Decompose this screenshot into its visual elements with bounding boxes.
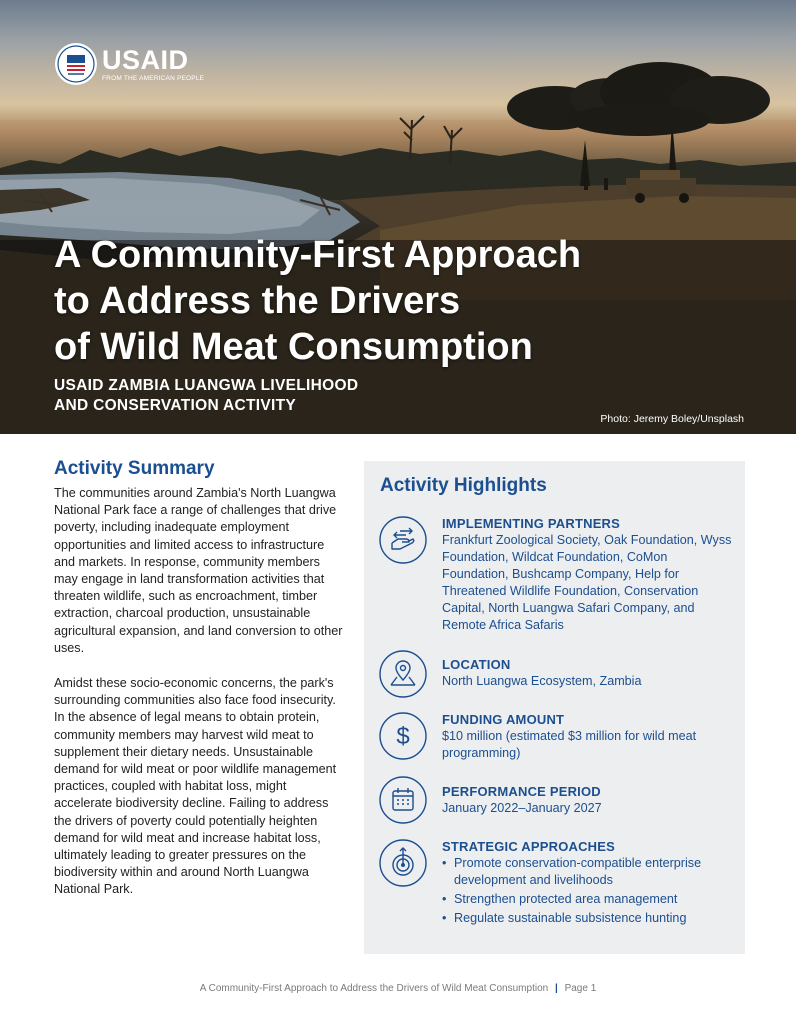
title-line: A Community-First Approach	[54, 234, 582, 276]
title-line: to Address the Drivers	[54, 280, 461, 322]
usaid-seal-icon	[54, 42, 98, 86]
location-label: LOCATION	[442, 657, 511, 672]
approaches-label: STRATEGIC APPROACHES	[442, 839, 616, 854]
logo-wordmark: USAID	[102, 44, 189, 75]
summary-paragraph: Amidst these socio-economic concerns, the park's surrounding communities also face food insecurity. In the absence of legal means to obtain protein, community members may harvest wild meat to supplement their dietary needs. Unsustainable demand for wild meat or poor wildlife management practices, coupled with habitat loss, might accelerate biodiversity decline. Failing to address the drivers of poverty could potentially heighten demand for wild meat and increase habitat loss, ultimately leading to greater pressures on the biodiversity within and around North Luangwa National Park.	[54, 676, 337, 897]
page-footer	[0, 983, 796, 994]
activity-summary	[54, 456, 344, 917]
summary-paragraph: The communities around Zambia's North Luangwa National Park face a range of challenges that drive poverty, including inadequate employment opportunities and limited access to infrastructure and markets. In response, community members may engage in land transformation activities that threaten wildlife, such as encroachment, timber extraction, charcoal production, unsustainable agricultural expansion, and land conversion to other uses.	[54, 486, 343, 655]
dollar-icon	[378, 711, 428, 761]
location-value: North Luangwa Ecosystem, Zambia	[442, 674, 642, 688]
map-pin-icon	[378, 649, 428, 699]
title-line: of Wild Meat Consumption	[54, 326, 533, 368]
approaches-list	[442, 855, 732, 927]
funding-label: FUNDING AMOUNT	[442, 712, 565, 727]
funding-value: $10 million (estimated $3 million for wild meat programming)	[442, 729, 697, 760]
svg-text:$: $	[396, 723, 410, 750]
footer-page-number: Page 1	[564, 983, 597, 994]
partners-value: Frankfurt Zoological Society, Oak Foundation, Wyss Foundation, Wildcat Foundation, CoMon Foundation, Bushcamp Company, Help for Threatened Wildlife Foundation, Conservation Capital, North Luangwa Safari Company, and Remote Africa Safaris	[442, 533, 732, 632]
list-item: • Strengthen protected area management	[442, 891, 732, 908]
calendar-icon	[378, 775, 428, 825]
handshake-icon	[378, 515, 428, 565]
subtitle-line: AND CONSERVATION ACTIVITY	[54, 397, 297, 414]
period-value: January 2022–January 2027	[442, 801, 602, 815]
footer-separator: |	[554, 983, 558, 994]
footer-title: A Community-First Approach to Address the Drivers of Wild Meat Consumption	[199, 983, 549, 994]
usaid-logo	[54, 42, 204, 86]
activity-highlights-panel	[364, 461, 745, 954]
partners-label: IMPLEMENTING PARTNERS	[442, 516, 621, 531]
page-subtitle	[54, 376, 358, 416]
period-label: PERFORMANCE PERIOD	[442, 784, 601, 799]
highlights-heading: Activity Highlights	[380, 475, 547, 496]
page-title	[54, 232, 754, 370]
summary-heading: Activity Summary	[54, 458, 215, 479]
photo-credit: Photo: Jeremy Boley/Unsplash	[600, 413, 744, 425]
logo-tagline: FROM THE AMERICAN PEOPLE	[102, 74, 205, 82]
hero-banner	[0, 0, 796, 434]
list-item: • Regulate sustainable subsistence hunting	[442, 910, 732, 927]
subtitle-line: USAID ZAMBIA LUANGWA LIVELIHOOD	[54, 377, 359, 394]
list-item: • Promote conservation-compatible enterprise development and livelihoods	[442, 855, 732, 889]
target-icon	[378, 838, 428, 888]
